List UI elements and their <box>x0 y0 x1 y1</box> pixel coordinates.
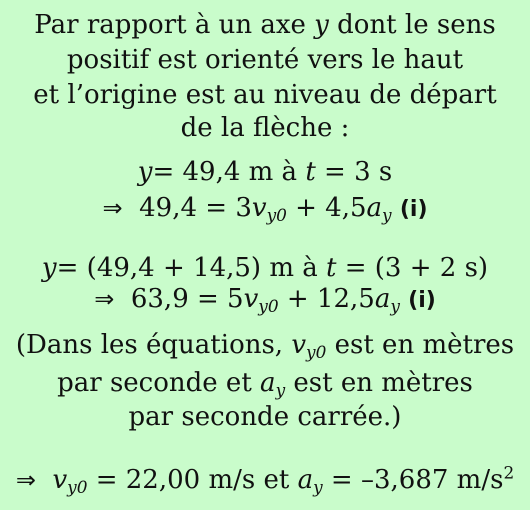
symbol-t: t <box>326 253 337 283</box>
subscript-y: y <box>275 380 286 401</box>
note-line-3: par seconde carrée.) <box>128 402 402 432</box>
eq1-equation <box>0 193 530 225</box>
eq1-condition-right: = 3 s <box>324 157 393 187</box>
symbol-a: a <box>297 465 314 495</box>
eq2-equation <box>0 284 530 316</box>
subscript-y0: y0 <box>258 296 279 317</box>
result-line <box>0 462 530 498</box>
symbol-y: y <box>137 157 153 187</box>
eq1-mid: + 4,5 <box>286 193 367 223</box>
implies-arrow-icon: ⇒ <box>94 285 115 313</box>
symbol-y: y <box>41 253 57 283</box>
eq1-condition-left: = 49,4 m à <box>152 157 306 187</box>
symbol-v: v <box>291 330 307 360</box>
intro-line-2: positif est orienté vers le haut <box>66 45 464 75</box>
note-text-2: par seconde et <box>57 368 252 398</box>
eq1-tag: (i) <box>399 197 428 222</box>
result-v-value: = 22,00 m/s et <box>95 465 298 495</box>
eq1-condition <box>0 157 530 187</box>
symbol-t: t <box>305 157 316 187</box>
eq2-condition-right: = (3 + 2 s) <box>344 253 489 283</box>
result-a-value: = –3,687 m/s <box>330 465 504 495</box>
symbol-v: v <box>243 284 259 314</box>
symbol-v: v <box>251 193 267 223</box>
intro-line-4: de la flèche : <box>180 113 350 143</box>
note-text-1-end: est en mètres <box>334 330 515 360</box>
intro-line-1 <box>0 10 530 40</box>
subscript-y0: y0 <box>306 342 327 363</box>
symbol-a: a <box>366 193 383 223</box>
eq2-mid: + 12,5 <box>278 284 375 314</box>
note-line-1 <box>0 330 530 363</box>
eq2-tag: (i) <box>408 288 436 313</box>
subscript-y0: y0 <box>266 205 287 226</box>
symbol-a: a <box>374 284 391 314</box>
note-line-2 <box>0 368 530 401</box>
eq1-lhs: 49,4 = 3 <box>139 193 252 223</box>
note-text-2-end: est en mètres <box>293 368 473 398</box>
eq2-lhs: 63,9 = 5 <box>130 284 244 314</box>
intro-text-1: Par rapport à un axe <box>34 10 306 40</box>
var-y: y <box>314 10 329 40</box>
exponent-2: 2 <box>503 462 515 483</box>
subscript-y: y <box>382 205 392 226</box>
symbol-v: v <box>52 465 68 495</box>
subscript-y: y <box>313 477 323 498</box>
eq2-condition-left: = (49,4 + 14,5) m à <box>56 253 327 283</box>
note-text-1: (Dans les équations, <box>15 330 284 360</box>
implies-arrow-icon: ⇒ <box>15 466 36 494</box>
intro-text-1-end: dont le sens <box>337 10 496 40</box>
implies-arrow-icon: ⇒ <box>102 194 123 222</box>
eq2-condition <box>0 253 530 283</box>
subscript-y: y <box>390 296 400 317</box>
symbol-a: a <box>260 368 276 398</box>
intro-line-3: et l’origine est au niveau de départ <box>33 80 497 110</box>
subscript-y0: y0 <box>67 477 88 498</box>
